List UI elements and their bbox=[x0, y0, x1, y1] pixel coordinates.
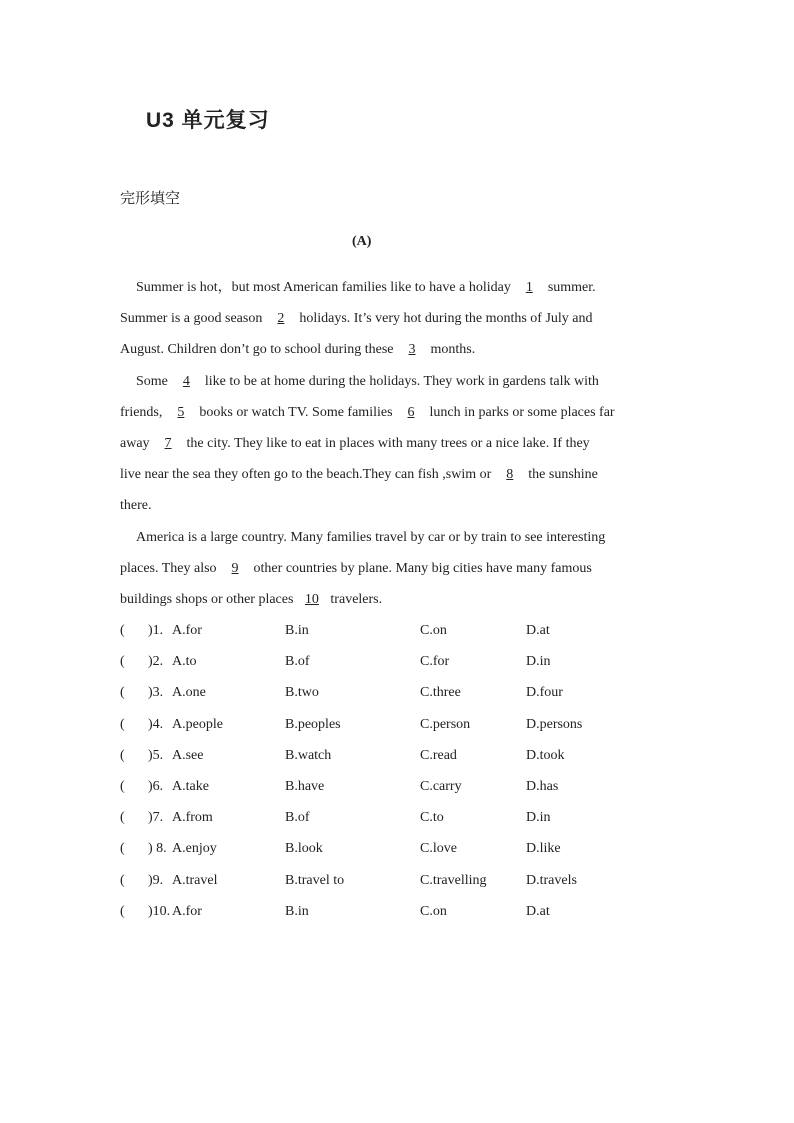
blank-4[interactable]: 4 bbox=[182, 373, 190, 389]
blank-6[interactable]: 6 bbox=[407, 404, 415, 420]
passage-line: Summer is a good season 2 holidays. It’s very hot during the months of July and bbox=[120, 303, 680, 334]
option-b[interactable]: B.of bbox=[285, 654, 310, 670]
option-d[interactable]: D.four bbox=[526, 685, 563, 701]
blank-8[interactable]: 8 bbox=[506, 467, 514, 483]
option-d[interactable]: D.in bbox=[526, 810, 551, 826]
blank-2[interactable]: 2 bbox=[277, 311, 285, 327]
passage-line: America is a large country. Many families travel by car or by train to see interesting bbox=[136, 529, 606, 545]
passage-line: live near the sea they often go to the beach.They can fish ,swim or 8 the sunshine bbox=[120, 459, 680, 490]
question-row[interactable]: ( )2. A.to B.of C.for D.in bbox=[120, 646, 680, 677]
option-a[interactable]: A.take bbox=[172, 778, 209, 794]
option-d[interactable]: D.at bbox=[526, 623, 550, 638]
passage-line: away 7 the city. They like to eat in places with many trees or a nice lake. If they bbox=[120, 428, 680, 459]
question-row[interactable]: ( ) 8. A.enjoy B.look C.love D.like bbox=[120, 833, 680, 864]
option-d[interactable]: D.like bbox=[526, 841, 561, 857]
passage-label: (A) bbox=[352, 234, 372, 249]
blank-7[interactable]: 7 bbox=[164, 435, 172, 451]
question-row[interactable]: ( )4. A.people B.peoples C.person D.persons bbox=[120, 709, 680, 740]
passage-line: friends, 5 books or watch TV. Some families 6 lunch in parks or some places far bbox=[120, 397, 680, 428]
option-d[interactable]: D.at bbox=[526, 903, 550, 919]
option-a[interactable]: A.travel bbox=[172, 872, 218, 888]
page-title: U3 单元复习 bbox=[146, 109, 270, 132]
option-d[interactable]: D.persons bbox=[526, 716, 583, 732]
question-row[interactable]: ( )7. A.from B.of C.to D.in bbox=[120, 802, 680, 833]
option-a[interactable]: A.for bbox=[172, 623, 202, 638]
option-c[interactable]: C.on bbox=[420, 623, 447, 638]
option-d[interactable]: D.in bbox=[526, 654, 551, 670]
blank-3[interactable]: 3 bbox=[408, 342, 416, 358]
question-row[interactable]: ( )5. A.see B.watch C.read D.took bbox=[120, 740, 680, 771]
passage-line: places. They also 9 other countries by plane. Many big cities have many famous bbox=[120, 553, 680, 584]
option-c[interactable]: C.on bbox=[420, 903, 447, 919]
option-c[interactable]: C.love bbox=[420, 841, 457, 857]
passage-line: August. Children don’t go to school during these 3 months. bbox=[120, 334, 680, 365]
option-c[interactable]: C.carry bbox=[420, 778, 462, 794]
blank-5[interactable]: 5 bbox=[177, 404, 185, 420]
option-b[interactable]: B.in bbox=[285, 903, 309, 919]
question-row[interactable]: ( )3. A.one B.two C.three D.four bbox=[120, 677, 680, 708]
blank-1[interactable]: 1 bbox=[525, 280, 533, 295]
option-c[interactable]: C.to bbox=[420, 810, 444, 826]
passage-text bbox=[120, 272, 680, 615]
blank-10[interactable]: 10 bbox=[304, 591, 319, 607]
option-a[interactable]: A.see bbox=[172, 747, 204, 763]
option-b[interactable]: B.peoples bbox=[285, 716, 341, 732]
option-a[interactable]: A.from bbox=[172, 810, 213, 826]
passage-line: there. bbox=[120, 498, 152, 514]
option-c[interactable]: C.travelling bbox=[420, 872, 487, 888]
option-b[interactable]: B.of bbox=[285, 810, 310, 826]
option-c[interactable]: C.for bbox=[420, 654, 450, 670]
option-a[interactable]: A.people bbox=[172, 716, 223, 732]
option-b[interactable]: B.watch bbox=[285, 747, 332, 763]
question-row[interactable]: ( )1. A.for B.in C.on D.at bbox=[120, 615, 680, 646]
passage-line: Summer is hot，but most American families like to have a holiday 1 summer. bbox=[120, 272, 680, 303]
option-a[interactable]: A.to bbox=[172, 654, 197, 670]
blank-9[interactable]: 9 bbox=[231, 560, 239, 576]
option-c[interactable]: C.three bbox=[420, 685, 461, 701]
option-d[interactable]: D.travels bbox=[526, 872, 577, 888]
option-b[interactable]: B.have bbox=[285, 778, 325, 794]
option-a[interactable]: A.enjoy bbox=[172, 841, 217, 857]
passage-line: buildings shops or other places 10 travelers. bbox=[120, 584, 680, 615]
option-c[interactable]: C.person bbox=[420, 716, 471, 732]
passage-line: Some 4 like to be at home during the holidays. They work in gardens talk with bbox=[120, 366, 680, 397]
option-b[interactable]: B.look bbox=[285, 841, 323, 857]
question-row[interactable]: ( )10. A.for B.in C.on D.at bbox=[120, 896, 680, 927]
option-a[interactable]: A.one bbox=[172, 685, 206, 701]
option-b[interactable]: B.two bbox=[285, 685, 319, 701]
section-heading: 完形填空 bbox=[120, 189, 181, 207]
option-d[interactable]: D.has bbox=[526, 778, 559, 794]
option-d[interactable]: D.took bbox=[526, 747, 565, 763]
question-row[interactable]: ( )9. A.travel B.travel to C.travelling D.travels bbox=[120, 865, 680, 896]
question-list bbox=[120, 615, 680, 927]
option-a[interactable]: A.for bbox=[172, 903, 202, 919]
option-c[interactable]: C.read bbox=[420, 747, 457, 763]
option-b[interactable]: B.in bbox=[285, 623, 309, 638]
option-b[interactable]: B.travel to bbox=[285, 872, 345, 888]
question-row[interactable]: ( )6. A.take B.have C.carry D.has bbox=[120, 771, 680, 802]
